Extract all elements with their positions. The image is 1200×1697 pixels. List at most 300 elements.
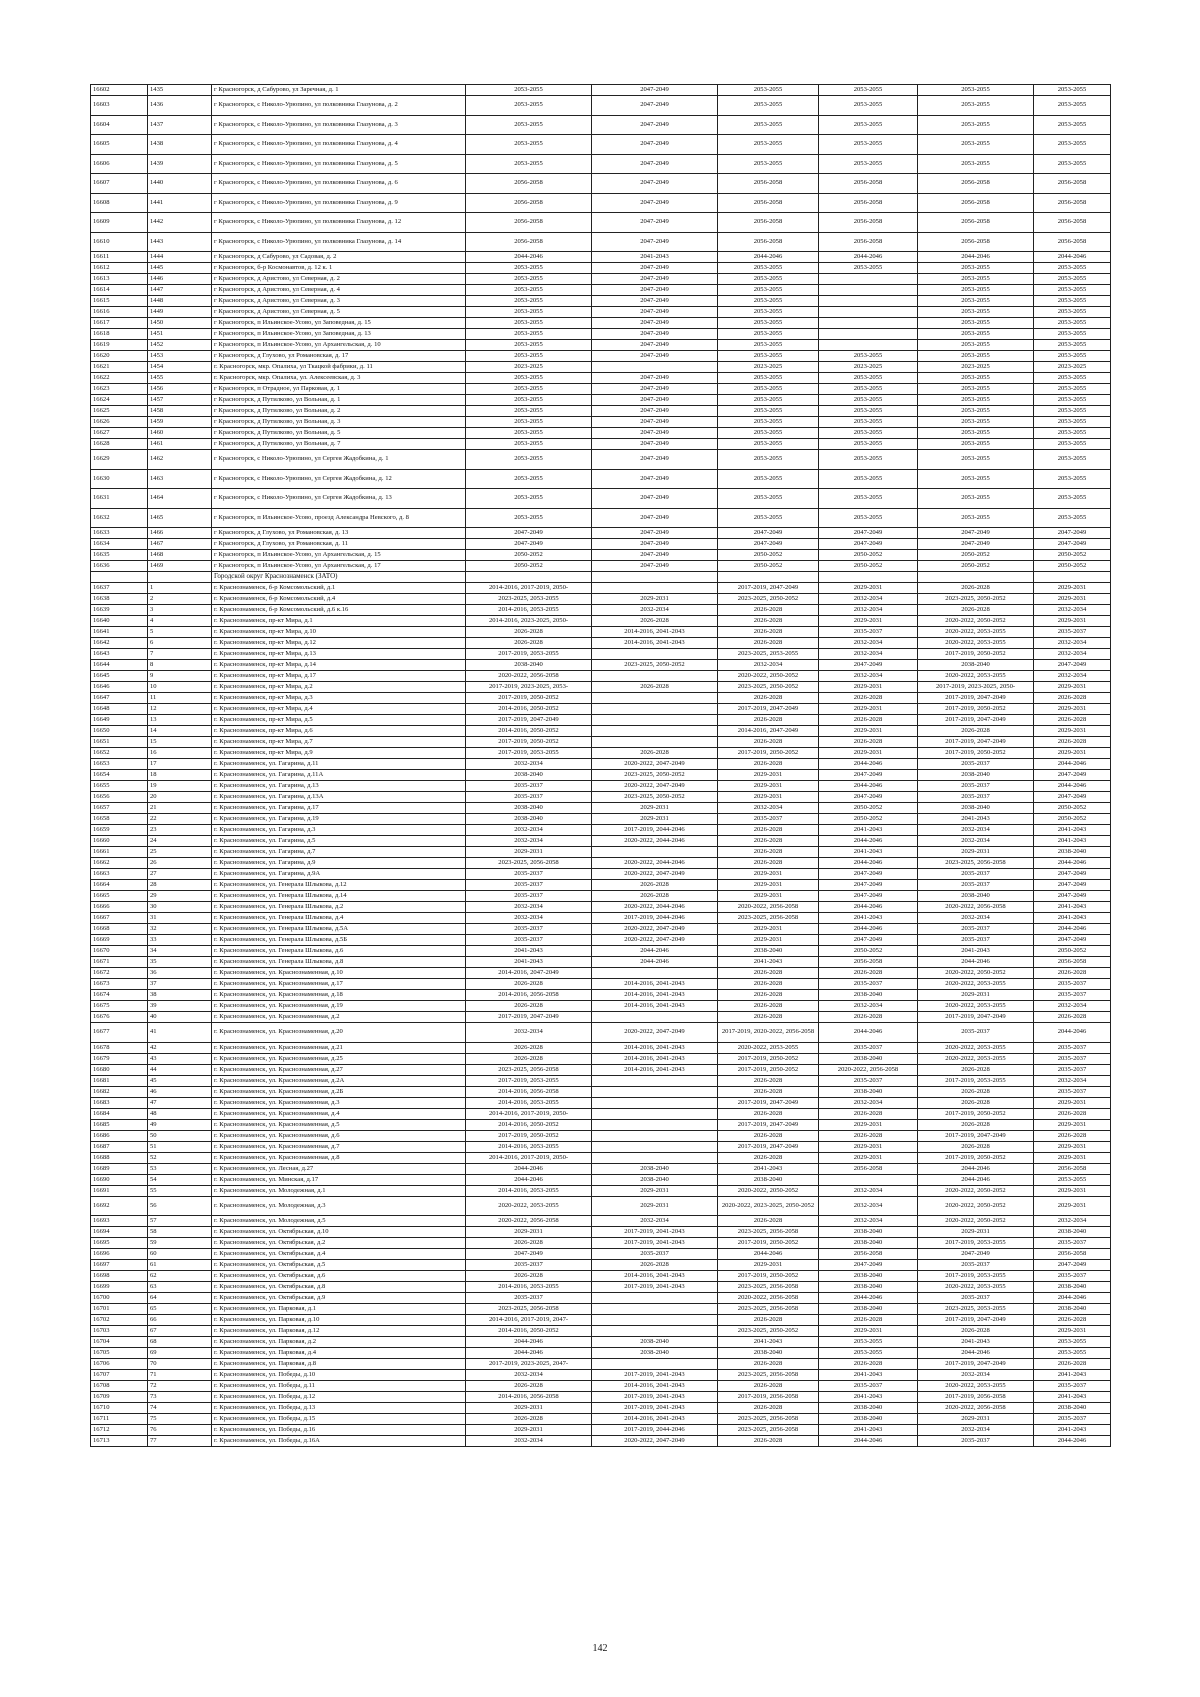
- cell-period-b: 2047-2049: [592, 285, 718, 296]
- table-row: [91, 96, 1111, 116]
- table-row: [91, 792, 1111, 803]
- cell-period-f: 2044-2046: [1034, 924, 1111, 935]
- cell-period-e: 2020-2022, 2053-2055: [918, 1282, 1034, 1293]
- cell-item-number: 23: [148, 825, 212, 836]
- table-row: [91, 759, 1111, 770]
- cell-row-number: 16624: [91, 395, 148, 406]
- table-row: [91, 1152, 1111, 1163]
- cell-period-e: 2035-2037: [918, 1293, 1034, 1304]
- cell-period-b: [592, 1304, 718, 1315]
- cell-item-number: 63: [148, 1282, 212, 1293]
- cell-period-c: 2026-2028: [718, 979, 819, 990]
- cell-period-e: 2032-2034: [918, 1370, 1034, 1381]
- cell-row-number: 16612: [91, 263, 148, 274]
- cell-address: г. Краснознаменск, ул. Краснознаменная, д.20: [212, 1023, 466, 1043]
- cell-period-d: 2026-2028: [819, 715, 918, 726]
- cell-period-a: 2056-2058: [466, 193, 592, 213]
- cell-item-number: 9: [148, 671, 212, 682]
- cell-item-number: 70: [148, 1359, 212, 1370]
- cell-period-b: [592, 737, 718, 748]
- cell-period-b: 2047-2049: [592, 307, 718, 318]
- cell-item-number: 53: [148, 1163, 212, 1174]
- cell-period-c: 2053-2055: [718, 263, 819, 274]
- cell-period-f: 2044-2046: [1034, 1293, 1111, 1304]
- cell-period-f: 2053-2055: [1034, 439, 1111, 450]
- cell-period-f: 2053-2055: [1034, 85, 1111, 96]
- cell-address: г Красногорск, д Сабурово, ул Заречная, д. 1: [212, 85, 466, 96]
- cell-period-e: 2017-2019, 2047-2049: [918, 1130, 1034, 1141]
- cell-period-a: 2035-2037: [466, 792, 592, 803]
- cell-period-a: 2026-2028: [466, 1053, 592, 1064]
- cell-period-d: 2047-2049: [819, 880, 918, 891]
- table-row: [91, 428, 1111, 439]
- cell-period-d: 2035-2037: [819, 1381, 918, 1392]
- cell-period-f: 2026-2028: [1034, 1130, 1111, 1141]
- cell-address: г. Краснознаменск, ул. Краснознаменная, д.27: [212, 1064, 466, 1075]
- cell-period-d: 2038-2040: [819, 1282, 918, 1293]
- cell-address: г. Краснознаменск, ул. Октябрьская, д.4: [212, 1249, 466, 1260]
- cell-period-c: 2044-2046: [718, 1249, 819, 1260]
- cell-period-c: 2017-2019, 2050-2052: [718, 1238, 819, 1249]
- cell-period-a: 2014-2016, 2053-2055: [466, 605, 592, 616]
- cell-period-e: 2029-2031: [918, 847, 1034, 858]
- cell-item-number: 34: [148, 946, 212, 957]
- cell-address: г. Краснознаменск, пр-кт Мира, д.7: [212, 737, 466, 748]
- table-row: [91, 924, 1111, 935]
- cell-period-d: 2047-2049: [819, 528, 918, 539]
- cell-row-number: 16639: [91, 605, 148, 616]
- cell-period-b: 2029-2031: [592, 1196, 718, 1216]
- cell-row-number: 16649: [91, 715, 148, 726]
- cell-address: г. Краснознаменск, ул. Генерала Шлыкова, д.2: [212, 902, 466, 913]
- cell-period-d: 2053-2055: [819, 406, 918, 417]
- cell-period-f: 2032-2034: [1034, 649, 1111, 660]
- cell-period-a: 2023-2025, 2056-2058: [466, 1304, 592, 1315]
- table-row: [91, 539, 1111, 550]
- cell-period-a: 2014-2016, 2053-2055: [466, 1141, 592, 1152]
- cell-period-a: [466, 572, 592, 583]
- cell-period-e: 2023-2025, 2056-2058: [918, 858, 1034, 869]
- cell-period-f: 2053-2055: [1034, 329, 1111, 340]
- cell-period-a: 2053-2055: [466, 329, 592, 340]
- cell-period-c: 2053-2055: [718, 96, 819, 116]
- cell-period-c: 2020-2022, 2056-2058: [718, 902, 819, 913]
- cell-period-c: 2026-2028: [718, 1152, 819, 1163]
- cell-period-b: 2032-2034: [592, 1216, 718, 1227]
- cell-period-e: 2053-2055: [918, 274, 1034, 285]
- cell-period-d: 2026-2028: [819, 1108, 918, 1119]
- cell-row-number: 16689: [91, 1163, 148, 1174]
- cell-period-a: 2038-2040: [466, 660, 592, 671]
- table-row: [91, 263, 1111, 274]
- cell-period-c: 2053-2055: [718, 489, 819, 509]
- table-row: [91, 1130, 1111, 1141]
- cell-row-number: 16698: [91, 1271, 148, 1282]
- cell-period-a: 2026-2028: [466, 627, 592, 638]
- cell-row-number: 16646: [91, 682, 148, 693]
- cell-address: г Красногорск, д Путилково, ул Вольная, д. 1: [212, 395, 466, 406]
- cell-row-number: 16619: [91, 340, 148, 351]
- cell-period-a: 2044-2046: [466, 252, 592, 263]
- cell-period-f: 2035-2037: [1034, 1086, 1111, 1097]
- cell-item-number: 2: [148, 594, 212, 605]
- table-row: [91, 825, 1111, 836]
- cell-period-d: 2056-2058: [819, 174, 918, 194]
- cell-period-a: 2038-2040: [466, 770, 592, 781]
- cell-period-f: 2044-2046: [1034, 1436, 1111, 1447]
- cell-period-b: 2014-2016, 2041-2043: [592, 1053, 718, 1064]
- cell-period-d: 2053-2055: [819, 450, 918, 470]
- cell-period-b: 2017-2019, 2041-2043: [592, 1370, 718, 1381]
- cell-period-e: 2053-2055: [918, 115, 1034, 135]
- table-row: [91, 469, 1111, 489]
- cell-period-f: 2056-2058: [1034, 1163, 1111, 1174]
- cell-period-c: 2026-2028: [718, 693, 819, 704]
- cell-period-d: 2050-2052: [819, 946, 918, 957]
- cell-row-number: 16637: [91, 583, 148, 594]
- cell-period-c: 2020-2022, 2056-2058: [718, 1293, 819, 1304]
- cell-item-number: 37: [148, 979, 212, 990]
- cell-period-c: 2026-2028: [718, 616, 819, 627]
- cell-row-number: 16676: [91, 1012, 148, 1023]
- cell-row-number: 16691: [91, 1185, 148, 1196]
- table-row: [91, 232, 1111, 252]
- cell-period-a: 2053-2055: [466, 395, 592, 406]
- cell-item-number: 1455: [148, 373, 212, 384]
- cell-period-c: 2053-2055: [718, 274, 819, 285]
- cell-period-d: 2056-2058: [819, 193, 918, 213]
- cell-period-f: 2029-2031: [1034, 1119, 1111, 1130]
- cell-period-d: 2026-2028: [819, 1130, 918, 1141]
- cell-period-e: 2053-2055: [918, 428, 1034, 439]
- cell-period-c: 2053-2055: [718, 395, 819, 406]
- cell-period-c: 2056-2058: [718, 213, 819, 233]
- cell-period-b: [592, 704, 718, 715]
- cell-period-a: 2035-2037: [466, 880, 592, 891]
- cell-period-f: 2053-2055: [1034, 508, 1111, 528]
- cell-period-a: 2032-2034: [466, 902, 592, 913]
- cell-period-d: 2050-2052: [819, 550, 918, 561]
- table-row: [91, 880, 1111, 891]
- cell-period-e: 2053-2055: [918, 351, 1034, 362]
- cell-item-number: 68: [148, 1337, 212, 1348]
- cell-period-b: 2047-2049: [592, 340, 718, 351]
- cell-item-number: 18: [148, 770, 212, 781]
- cell-period-a: 2029-2031: [466, 1227, 592, 1238]
- cell-period-c: 2017-2019, 2047-2049: [718, 1119, 819, 1130]
- cell-address: г Красногорск, д Глухово, ул Романовская, д. 11: [212, 539, 466, 550]
- cell-period-e: 2038-2040: [918, 803, 1034, 814]
- cell-row-number: 16607: [91, 174, 148, 194]
- cell-period-c: 2023-2025, 2053-2055: [718, 649, 819, 660]
- cell-period-b: 2026-2028: [592, 891, 718, 902]
- cell-period-c: 2053-2055: [718, 115, 819, 135]
- cell-period-d: 2053-2055: [819, 373, 918, 384]
- cell-address: г. Краснознаменск, ул. Октябрьская, д.2: [212, 1238, 466, 1249]
- cell-period-b: 2026-2028: [592, 682, 718, 693]
- cell-period-c: 2053-2055: [718, 135, 819, 155]
- cell-period-d: 2035-2037: [819, 627, 918, 638]
- cell-period-f: 2047-2049: [1034, 539, 1111, 550]
- cell-item-number: 72: [148, 1381, 212, 1392]
- cell-period-a: 2014-2016, 2053-2055: [466, 1282, 592, 1293]
- cell-period-f: 2026-2028: [1034, 715, 1111, 726]
- cell-period-d: 2053-2055: [819, 85, 918, 96]
- cell-period-a: 2053-2055: [466, 274, 592, 285]
- cell-period-e: 2047-2049: [918, 1249, 1034, 1260]
- table-row: [91, 935, 1111, 946]
- cell-period-f: 2050-2052: [1034, 550, 1111, 561]
- cell-period-e: 2053-2055: [918, 318, 1034, 329]
- cell-period-b: [592, 1097, 718, 1108]
- cell-row-number: 16659: [91, 825, 148, 836]
- cell-period-c: 2047-2049: [718, 528, 819, 539]
- cell-row-number: 16613: [91, 274, 148, 285]
- table-row: [91, 1075, 1111, 1086]
- table-row: [91, 489, 1111, 509]
- cell-item-number: 56: [148, 1196, 212, 1216]
- cell-period-f: 2023-2025: [1034, 362, 1111, 373]
- cell-period-e: 2038-2040: [918, 770, 1034, 781]
- cell-period-e: 2017-2019, 2053-2055: [918, 1238, 1034, 1249]
- cell-period-a: 2014-2016, 2050-2052: [466, 704, 592, 715]
- cell-period-f: 2047-2049: [1034, 660, 1111, 671]
- cell-item-number: 24: [148, 836, 212, 847]
- table-row: [91, 154, 1111, 174]
- cell-period-d: 2053-2055: [819, 351, 918, 362]
- table-row: [91, 737, 1111, 748]
- cell-address: г. Краснознаменск, ул. Краснознаменная, д.3: [212, 1097, 466, 1108]
- cell-period-d: 2035-2037: [819, 1042, 918, 1053]
- cell-period-f: 2056-2058: [1034, 213, 1111, 233]
- cell-period-b: [592, 1075, 718, 1086]
- cell-period-e: 2020-2022, 2050-2052: [918, 1216, 1034, 1227]
- cell-period-c: 2023-2025, 2056-2058: [718, 1370, 819, 1381]
- cell-address: г. Краснознаменск, ул. Краснознаменная, д.4: [212, 1108, 466, 1119]
- cell-period-a: 2026-2028: [466, 1238, 592, 1249]
- cell-period-b: 2047-2049: [592, 154, 718, 174]
- cell-row-number: 16604: [91, 115, 148, 135]
- cell-row-number: 16631: [91, 489, 148, 509]
- cell-period-f: 2053-2055: [1034, 489, 1111, 509]
- cell-period-d: [819, 329, 918, 340]
- cell-period-e: 2017-2019, 2056-2058: [918, 1392, 1034, 1403]
- table-row: [91, 550, 1111, 561]
- cell-address: г Красногорск, п Ильинское-Усово, ул Заповедная, д. 13: [212, 329, 466, 340]
- cell-period-a: 2023-2025, 2053-2055: [466, 594, 592, 605]
- cell-row-number: 16641: [91, 627, 148, 638]
- cell-address: г Красногорск, б-р Космонавтов, д. 12 к. 1: [212, 263, 466, 274]
- cell-address: г Красногорск, с Николо-Урюпино, ул полковника Глазунова, д. 3: [212, 115, 466, 135]
- cell-period-a: 2038-2040: [466, 803, 592, 814]
- cell-period-d: 2047-2049: [819, 792, 918, 803]
- cell-period-a: 2053-2055: [466, 373, 592, 384]
- cell-period-d: 2026-2028: [819, 1315, 918, 1326]
- cell-period-c: 2017-2019, 2056-2058: [718, 1392, 819, 1403]
- table-row: [91, 296, 1111, 307]
- table-row: [91, 1436, 1111, 1447]
- cell-period-a: 2053-2055: [466, 285, 592, 296]
- cell-period-b: 2047-2049: [592, 550, 718, 561]
- cell-period-e: 2053-2055: [918, 135, 1034, 155]
- table-row: [91, 605, 1111, 616]
- cell-item-number: 1447: [148, 285, 212, 296]
- cell-item-number: 38: [148, 990, 212, 1001]
- cell-period-b: 2017-2019, 2041-2043: [592, 1227, 718, 1238]
- cell-period-e: 2053-2055: [918, 384, 1034, 395]
- cell-period-e: 2035-2037: [918, 781, 1034, 792]
- cell-period-a: 2026-2028: [466, 1271, 592, 1282]
- cell-row-number: 16692: [91, 1196, 148, 1216]
- cell-address: г Красногорск, с Николо-Урюпино, ул полковника Глазунова, д. 9: [212, 193, 466, 213]
- table-row: [91, 1163, 1111, 1174]
- cell-address: г. Краснознаменск, ул. Гагарина, д.9: [212, 858, 466, 869]
- cell-period-e: 2026-2028: [918, 1141, 1034, 1152]
- cell-period-a: 2041-2043: [466, 946, 592, 957]
- cell-period-c: [718, 572, 819, 583]
- cell-period-c: 2026-2028: [718, 1436, 819, 1447]
- cell-period-b: 2029-2031: [592, 594, 718, 605]
- cell-period-b: 2017-2019, 2041-2043: [592, 1282, 718, 1293]
- cell-row-number: 16657: [91, 803, 148, 814]
- cell-item-number: 39: [148, 1001, 212, 1012]
- cell-period-d: 2032-2034: [819, 1097, 918, 1108]
- cell-period-d: 2050-2052: [819, 803, 918, 814]
- cell-period-c: 2026-2028: [718, 627, 819, 638]
- cell-period-e: 2017-2019, 2053-2055: [918, 1271, 1034, 1282]
- cell-period-e: [918, 572, 1034, 583]
- cell-period-b: 2047-2049: [592, 439, 718, 450]
- cell-period-b: [592, 1141, 718, 1152]
- cell-address: г. Краснознаменск, ул. Гагарина, д.9А: [212, 869, 466, 880]
- table-row: [91, 318, 1111, 329]
- cell-item-number: 4: [148, 616, 212, 627]
- cell-period-f: 2053-2055: [1034, 115, 1111, 135]
- cell-period-a: 2023-2025, 2056-2058: [466, 1064, 592, 1075]
- cell-period-a: 2053-2055: [466, 135, 592, 155]
- cell-item-number: 1438: [148, 135, 212, 155]
- cell-address: Городской округ Краснознаменск (ЗАТО): [212, 572, 466, 583]
- cell-item-number: 1466: [148, 528, 212, 539]
- cell-period-c: 2026-2028: [718, 759, 819, 770]
- cell-item-number: 13: [148, 715, 212, 726]
- cell-address: г Красногорск, п Ильинское-Усово, ул Архангельская, д. 17: [212, 561, 466, 572]
- cell-period-a: 2029-2031: [466, 1403, 592, 1414]
- cell-period-f: 2026-2028: [1034, 968, 1111, 979]
- cell-period-f: 2032-2034: [1034, 638, 1111, 649]
- cell-period-c: 2023-2025, 2056-2058: [718, 1304, 819, 1315]
- cell-item-number: 1463: [148, 469, 212, 489]
- cell-period-c: 2053-2055: [718, 439, 819, 450]
- cell-period-b: [592, 572, 718, 583]
- cell-period-a: 2014-2016, 2017-2019, 2050-: [466, 583, 592, 594]
- cell-row-number: 16614: [91, 285, 148, 296]
- cell-period-e: 2017-2019, 2050-2052: [918, 748, 1034, 759]
- cell-period-d: 2044-2046: [819, 858, 918, 869]
- cell-item-number: 1467: [148, 539, 212, 550]
- cell-address: г. Краснознаменск, пр-кт Мира, д.5: [212, 715, 466, 726]
- cell-period-f: 2029-2031: [1034, 1326, 1111, 1337]
- cell-item-number: 28: [148, 880, 212, 891]
- cell-period-e: 2053-2055: [918, 85, 1034, 96]
- cell-address: г Красногорск, д Аристово, ул Северная, д. 5: [212, 307, 466, 318]
- table-row: [91, 946, 1111, 957]
- table-row: [91, 1359, 1111, 1370]
- cell-item-number: 11: [148, 693, 212, 704]
- cell-period-e: 2017-2019, 2050-2052: [918, 1108, 1034, 1119]
- cell-row-number: 16636: [91, 561, 148, 572]
- cell-period-b: 2014-2016, 2041-2043: [592, 990, 718, 1001]
- table-row: [91, 362, 1111, 373]
- cell-row-number: 16666: [91, 902, 148, 913]
- cell-period-b: 2017-2019, 2044-2046: [592, 1425, 718, 1436]
- cell-item-number: 1459: [148, 417, 212, 428]
- cell-period-d: 2053-2055: [819, 135, 918, 155]
- cell-period-b: 2020-2022, 2047-2049: [592, 1436, 718, 1447]
- cell-address: г. Краснознаменск, ул. Гагарина, д.13А: [212, 792, 466, 803]
- cell-address: г. Краснознаменск, пр-кт Мира, д.9: [212, 748, 466, 759]
- cell-period-f: 2053-2055: [1034, 296, 1111, 307]
- cell-period-e: 2020-2022, 2056-2058: [918, 1403, 1034, 1414]
- cell-period-c: 2017-2019, 2047-2049: [718, 704, 819, 715]
- cell-row-number: 16690: [91, 1174, 148, 1185]
- cell-period-b: 2047-2049: [592, 395, 718, 406]
- cell-period-f: 2053-2055: [1034, 450, 1111, 470]
- table-row: [91, 351, 1111, 362]
- table-row: [91, 174, 1111, 194]
- cell-period-a: 2032-2034: [466, 1370, 592, 1381]
- cell-period-b: 2020-2022, 2044-2046: [592, 858, 718, 869]
- cell-period-a: 2014-2016, 2017-2019, 2050-: [466, 1152, 592, 1163]
- cell-period-c: 2026-2028: [718, 836, 819, 847]
- cell-item-number: 6: [148, 638, 212, 649]
- cell-period-c: 2026-2028: [718, 1108, 819, 1119]
- cell-address: г. Краснознаменск, пр-кт Мира, д.4: [212, 704, 466, 715]
- cell-period-d: 2026-2028: [819, 1012, 918, 1023]
- cell-period-e: 2053-2055: [918, 406, 1034, 417]
- cell-period-f: 2026-2028: [1034, 1108, 1111, 1119]
- cell-period-e: 2023-2025: [918, 362, 1034, 373]
- cell-item-number: 1444: [148, 252, 212, 263]
- cell-period-a: 2053-2055: [466, 154, 592, 174]
- cell-period-c: 2020-2022, 2050-2052: [718, 671, 819, 682]
- cell-item-number: 1445: [148, 263, 212, 274]
- cell-item-number: 1435: [148, 85, 212, 96]
- cell-period-a: 2017-2019, 2050-2052: [466, 1130, 592, 1141]
- cell-period-a: 2035-2037: [466, 924, 592, 935]
- cell-period-f: 2053-2055: [1034, 1174, 1111, 1185]
- cell-period-c: 2044-2046: [718, 252, 819, 263]
- cell-address: г. Краснознаменск, ул. Краснознаменная, д.6: [212, 1130, 466, 1141]
- cell-item-number: 1453: [148, 351, 212, 362]
- table-row: [91, 508, 1111, 528]
- cell-period-f: 2029-2031: [1034, 682, 1111, 693]
- cell-row-number: 16623: [91, 384, 148, 395]
- cell-period-b: 2047-2049: [592, 193, 718, 213]
- cell-period-b: [592, 1326, 718, 1337]
- cell-period-e: 2035-2037: [918, 880, 1034, 891]
- cell-period-d: 2044-2046: [819, 836, 918, 847]
- table-row: [91, 869, 1111, 880]
- cell-period-e: 2020-2022, 2053-2055: [918, 979, 1034, 990]
- cell-period-f: 2038-2040: [1034, 1227, 1111, 1238]
- cell-period-b: 2047-2049: [592, 469, 718, 489]
- cell-row-number: 16632: [91, 508, 148, 528]
- cell-period-d: 2053-2055: [819, 395, 918, 406]
- cell-period-a: 2035-2037: [466, 1260, 592, 1271]
- cell-item-number: 1454: [148, 362, 212, 373]
- table-row: [91, 891, 1111, 902]
